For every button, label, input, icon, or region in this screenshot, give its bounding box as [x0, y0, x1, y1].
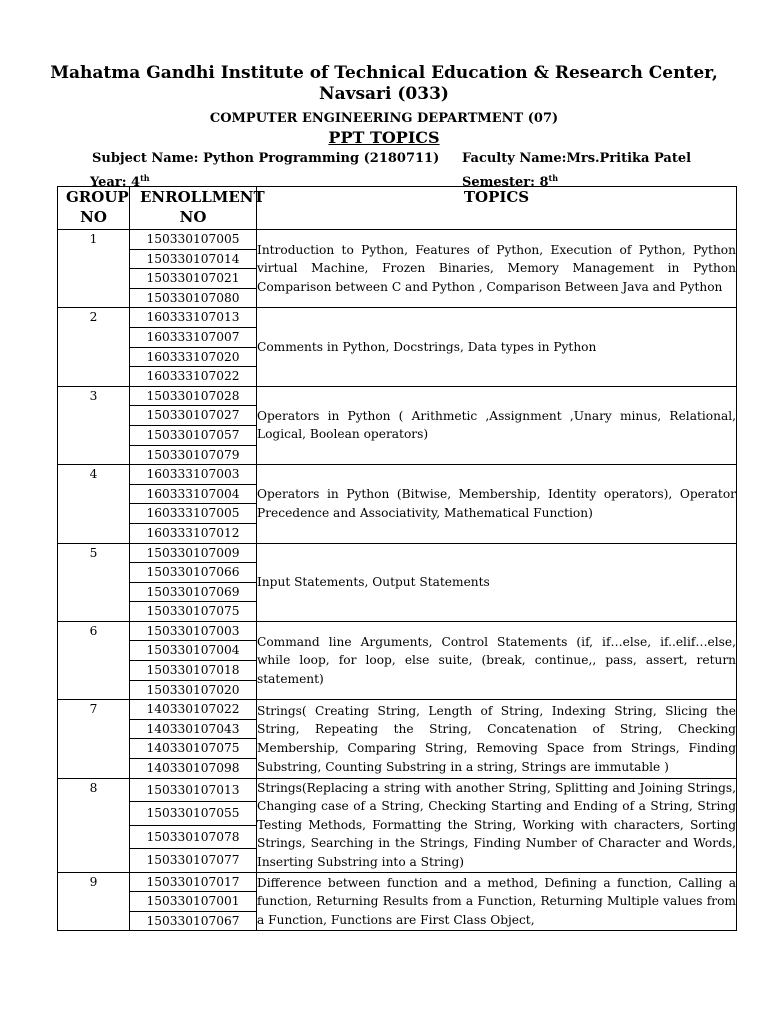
topics-text: Strings( Creating String, Length of String, Indexing String, Slicing the String, Repeating the String, Concatenation of String, Checking Membership, Comparing String, Removing Space from Strings, Finding Substring, Counting Substring in a string, Strings are immutable ): [257, 700, 737, 778]
enrollment-number: 150330107080: [130, 288, 257, 308]
enrollment-number: 150330107017: [130, 872, 257, 892]
enrollment-number: 140330107098: [130, 759, 257, 779]
enrollment-number: 160333107022: [130, 367, 257, 387]
table-row: [58, 465, 737, 485]
faculty-name: Faculty Name:Mrs.Pritika Patel: [462, 151, 692, 166]
enrollment-number: 160333107004: [130, 484, 257, 504]
enrollment-number: 150330107027: [130, 406, 257, 426]
table-row: [58, 700, 737, 720]
institute-name-line1: Mahatma Gandhi Institute of Technical Education & Research Center,: [50, 63, 718, 83]
semester-label: Semester: 8: [462, 175, 549, 190]
enrollment-number: 150330107020: [130, 680, 257, 700]
year-label: Year: 4: [90, 175, 141, 190]
enrollment-number: 150330107069: [130, 582, 257, 602]
group-number: 3: [58, 386, 130, 464]
table-body: [58, 230, 737, 931]
table-row: [58, 778, 737, 801]
enrollment-number: 150330107075: [130, 602, 257, 622]
table-row: [58, 230, 737, 250]
column-header-topics: TOPICS: [257, 187, 737, 230]
enrollment-number: 150330107077: [130, 849, 257, 873]
enrollment-number: 150330107005: [130, 230, 257, 250]
group-number: 2: [58, 308, 130, 386]
group-number: 6: [58, 621, 130, 699]
enrollment-number: 150330107021: [130, 269, 257, 289]
enrollment-number: 150330107066: [130, 563, 257, 583]
group-number: 5: [58, 543, 130, 621]
semester-ordinal: th: [548, 173, 559, 183]
enrollment-number: 150330107055: [130, 802, 257, 825]
enrollment-number: 140330107075: [130, 739, 257, 759]
topics-text: Operators in Python ( Arithmetic ,Assignment ,Unary minus, Relational, Logical, Boolean operators): [257, 386, 737, 464]
topics-text: Input Statements, Output Statements: [257, 543, 737, 621]
table-row: [58, 308, 737, 328]
table-row: [58, 543, 737, 563]
topics-text: Comments in Python, Docstrings, Data types in Python: [257, 308, 737, 386]
subject-name: Subject Name: Python Programming (2180711): [92, 151, 440, 166]
group-number: 4: [58, 465, 130, 543]
enrollment-number: 150330107001: [130, 892, 257, 912]
enrollment-number: 150330107004: [130, 641, 257, 661]
enrollment-number: 150330107078: [130, 825, 257, 848]
topics-text: Command line Arguments, Control Statements (if, if…else, if..elif…else, while loop, for loop, else suite, (break, continue,, pass, assert, return statement): [257, 621, 737, 699]
enrollment-number: 150330107013: [130, 778, 257, 801]
topics-text: Introduction to Python, Features of Python, Execution of Python, Python virtual Machine, Frozen Binaries, Memory Management in Python Comparison between C and Python , Comparison Between Java and Python: [257, 230, 737, 308]
topics-text: Strings(Replacing a string with another String, Splitting and Joining Strings, Changing case of a String, Checking Starting and Ending of a String, String Testing Methods, Formatting the String, Working with characters, Sorting Strings, Searching in the Strings, Finding Number of Character and Words, Inserting Substring into a String): [257, 778, 737, 872]
table-row: [58, 621, 737, 641]
enrollment-number: 150330107014: [130, 249, 257, 269]
column-header-enrollment-no: ENROLLMENT NO: [130, 187, 257, 230]
enrollment-number: 150330107003: [130, 621, 257, 641]
column-header-group-no: GROUP NO: [58, 187, 130, 230]
topics-table: [57, 186, 737, 931]
group-number: 9: [58, 872, 130, 931]
group-number: 1: [58, 230, 130, 308]
year-ordinal: th: [140, 173, 150, 183]
group-number: 7: [58, 700, 130, 778]
table-row: [58, 872, 737, 892]
enrollment-number: 150330107009: [130, 543, 257, 563]
enrollment-number: 160333107007: [130, 327, 257, 347]
enrollment-number: 150330107028: [130, 386, 257, 406]
document-title: PPT TOPICS: [328, 128, 440, 147]
table-header-row: [58, 187, 737, 230]
enrollment-number: 150330107018: [130, 661, 257, 681]
enrollment-number: 160333107013: [130, 308, 257, 328]
enrollment-number: 140330107022: [130, 700, 257, 720]
enrollment-number: 150330107067: [130, 911, 257, 931]
department-name: COMPUTER ENGINEERING DEPARTMENT (07): [209, 111, 559, 126]
institute-name-line2: Navsari (033): [319, 84, 449, 104]
enrollment-number: 160333107003: [130, 465, 257, 485]
enrollment-number: 140330107043: [130, 719, 257, 739]
topics-text: Operators in Python (Bitwise, Membership, Identity operators), Operator Precedence and Associativity, Mathematical Function): [257, 465, 737, 543]
enrollment-number: 150330107079: [130, 445, 257, 465]
enrollment-number: 160333107012: [130, 523, 257, 543]
group-number: 8: [58, 778, 130, 872]
enrollment-number: 150330107057: [130, 425, 257, 445]
enrollment-number: 160333107020: [130, 347, 257, 367]
enrollment-number: 160333107005: [130, 504, 257, 524]
table-row: [58, 386, 737, 406]
topics-text: Difference between function and a method, Defining a function, Calling a function, Returning Results from a Function, Returning Multiple values from a Function, Functions are First Class Object,: [257, 872, 737, 931]
